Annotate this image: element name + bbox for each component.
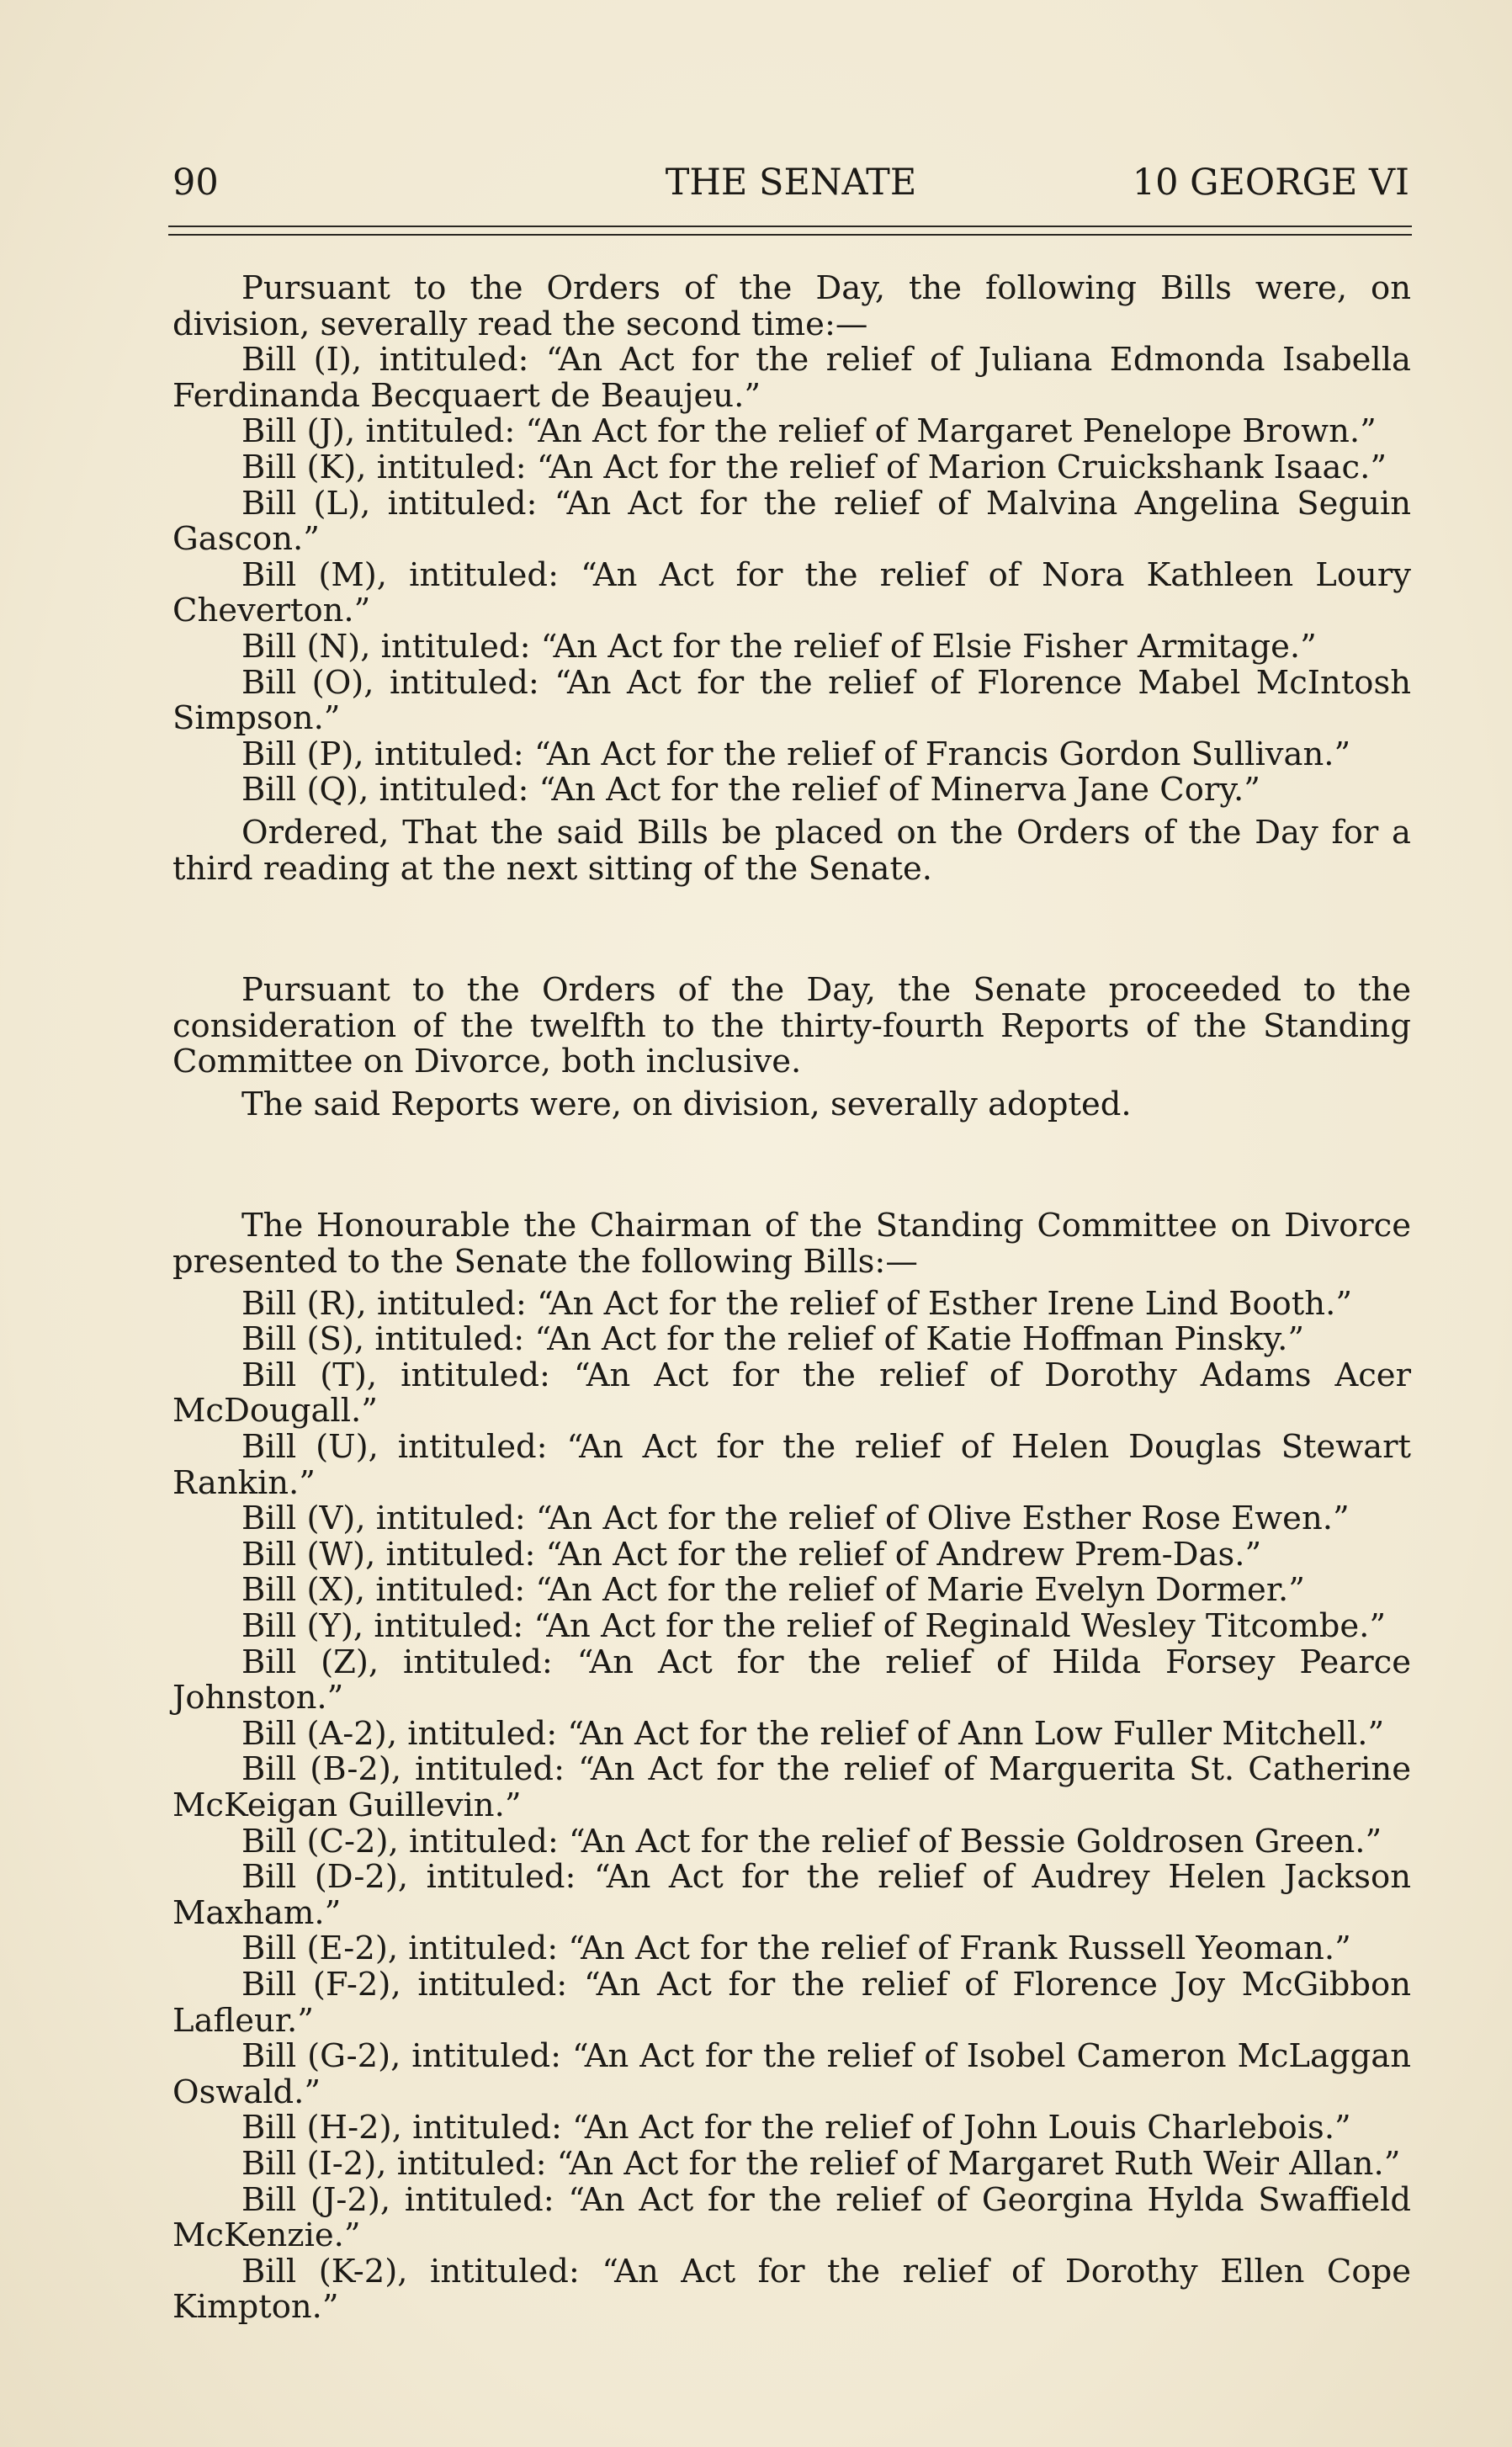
- bills-presented-intro: The Honourable the Chairman of the Standing Committee on Divorce presented to the Senate the following Bills:—: [172, 1207, 1411, 1282]
- bill-entry: Bill (Z), intituled: “An Act for the relief of Hilda Forsey Pearce Johnston.”: [172, 1643, 1411, 1717]
- bill-entry: Bill (I-2), intituled: “An Act for the relief of Margaret Ruth Weir Allan.”: [241, 2144, 1401, 2183]
- running-header: [172, 162, 1409, 204]
- bill-entry: Bill (K), intituled: “An Act for the relief of Marion Cruickshank Isaac.”: [241, 448, 1387, 486]
- bill-entry: Bill (K-2), intituled: “An Act for the relief of Dorothy Ellen Cope Kimpton.”: [172, 2252, 1411, 2327]
- bill-entry: Bill (G-2), intituled: “An Act for the relief of Isobel Cameron McLaggan Oswald.”: [172, 2037, 1411, 2111]
- bill-entry: Bill (D-2), intituled: “An Act for the relief of Audrey Helen Jackson Maxham.”: [172, 1858, 1411, 1932]
- bill-entry: Bill (L), intituled: “An Act for the relief of Malvina Angelina Seguin Gascon.”: [172, 484, 1411, 559]
- bill-entry: Bill (T), intituled: “An Act for the relief of Dorothy Adams Acer McDougall.”: [172, 1356, 1411, 1431]
- bill-entry: Bill (W), intituled: “An Act for the relief of Andrew Prem-Das.”: [241, 1535, 1262, 1574]
- reports-consideration: Pursuant to the Orders of the Day, the Senate proceeded to the consideration of the twelfth to the thirty-fourth Reports of the Standing Committee on Divorce, both inclusive.: [172, 971, 1411, 1081]
- bill-entry: Bill (N), intituled: “An Act for the relief of Elsie Fisher Armitage.”: [241, 627, 1317, 666]
- running-title: THE SENATE: [665, 162, 917, 204]
- page-body: [172, 271, 1411, 2326]
- bill-entry: Bill (E-2), intituled: “An Act for the relief of Frank Russell Yeoman.”: [241, 1929, 1351, 1968]
- bill-entry: Bill (M), intituled: “An Act for the relief of Nora Kathleen Loury Cheverton.”: [172, 555, 1411, 630]
- bill-entry: Bill (S), intituled: “An Act for the relief of Katie Hoffman Pinsky.”: [241, 1320, 1304, 1359]
- bill-entry: Bill (R), intituled: “An Act for the relief of Esther Irene Lind Booth.”: [241, 1284, 1352, 1323]
- bill-entry: Bill (P), intituled: “An Act for the relief of Francis Gordon Sullivan.”: [241, 735, 1351, 773]
- reports-adopted: The said Reports were, on division, severally adopted.: [241, 1085, 1132, 1123]
- bill-entry: Bill (J-2), intituled: “An Act for the relief of Georgina Hylda Swaffield McKenzie.”: [172, 2180, 1411, 2255]
- bill-entry: Bill (Y), intituled: “An Act for the relief of Reginald Wesley Titcombe.”: [241, 1607, 1387, 1645]
- bill-entry: Bill (I), intituled: “An Act for the relief of Juliana Edmonda Isabella Ferdinanda Becquaert de Beaujeu.”: [172, 341, 1411, 415]
- header-rule-bottom: [168, 234, 1412, 236]
- bill-entry: Bill (Q), intituled: “An Act for the relief of Minerva Jane Cory.”: [241, 771, 1260, 809]
- bill-entry: Bill (H-2), intituled: “An Act for the relief of John Louis Charlebois.”: [241, 2109, 1351, 2147]
- page-number: 90: [172, 162, 219, 204]
- second-reading-intro: Pursuant to the Orders of the Day, the following Bills were, on division, severally read the second time:—: [172, 269, 1411, 343]
- header-rule-top: [168, 226, 1412, 227]
- bill-entry: Bill (J), intituled: “An Act for the relief of Margaret Penelope Brown.”: [241, 412, 1377, 451]
- bill-entry: Bill (V), intituled: “An Act for the relief of Olive Esther Rose Ewen.”: [241, 1500, 1350, 1538]
- third-reading-order: Ordered, That the said Bills be placed on the Orders of the Day for a third reading at the next sitting of the Senate.: [172, 813, 1411, 888]
- bill-entry: Bill (C-2), intituled: “An Act for the relief of Bessie Goldrosen Green.”: [241, 1822, 1382, 1860]
- bill-entry: Bill (O), intituled: “An Act for the relief of Florence Mabel McIntosh Simpson.”: [172, 663, 1411, 738]
- bill-entry: Bill (A-2), intituled: “An Act for the relief of Ann Low Fuller Mitchell.”: [241, 1714, 1385, 1753]
- bill-entry: Bill (U), intituled: “An Act for the relief of Helen Douglas Stewart Rankin.”: [172, 1428, 1411, 1502]
- bill-entry: Bill (X), intituled: “An Act for the relief of Marie Evelyn Dormer.”: [241, 1571, 1305, 1610]
- regnal-year: 10 GEORGE VI: [1132, 162, 1409, 204]
- bill-entry: Bill (B-2), intituled: “An Act for the relief of Marguerita St. Catherine McKeigan Guillevin.”: [172, 1750, 1411, 1824]
- bill-entry: Bill (F-2), intituled: “An Act for the relief of Florence Joy McGibbon Lafleur.”: [172, 1965, 1411, 2040]
